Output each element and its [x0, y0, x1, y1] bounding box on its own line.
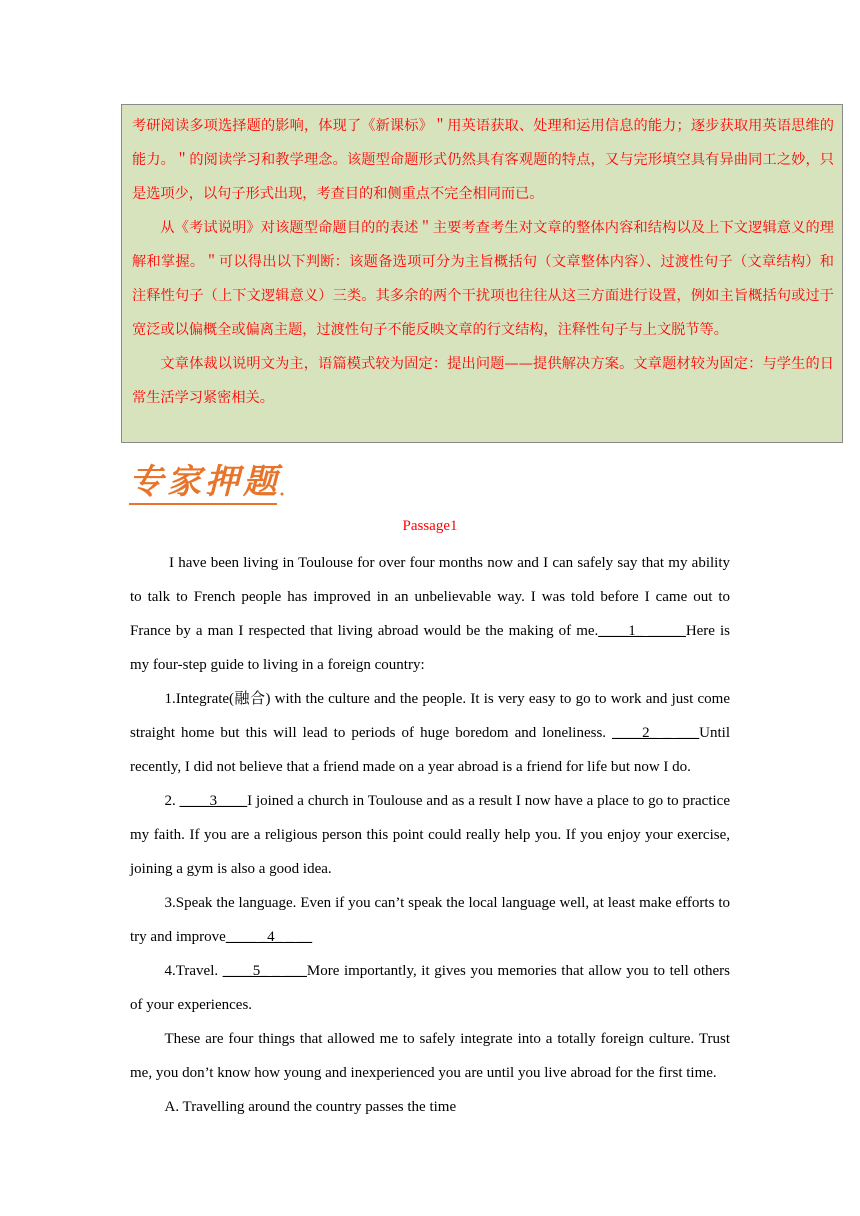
blank-5: ____5_ _ ___ — [222, 963, 307, 979]
passage-paragraph-6: These are four things that allowed me to safely integrate into a totally foreign culture. Trust me, you don’t know how young and inexperienced you are until you live abroad for the first time. — [130, 1031, 730, 1081]
option-a: A. Travelling around the country passes the time — [164, 1099, 457, 1115]
passage-paragraph-2: 1.Integrate(融合) with the culture and the people. It is very easy to go to work and just come straight home but this will lead to periods of huge boredom and loneliness. ____2_ _ ___Until recently, I did not believe that a friend made on a year abroad is a friend for life but now I do. — [130, 691, 730, 775]
blank-1: ____1_ _____ — [598, 623, 686, 639]
blank-3: ____3____ — [179, 793, 248, 809]
passage-paragraph-5: 4.Travel. ____5_ _ ___More importantly, it gives you memories that allow you to tell others of your experiences. — [130, 963, 730, 1013]
intro-paragraph-3: 文章体裁以说明文为主，语篇模式较为固定：提出问题——提供解决方案。文章题材较为固定：与学生的日常生活学习紧密相关。 — [132, 356, 834, 406]
intro-box — [121, 104, 843, 443]
blank-4: ____ _4_ _ __ — [225, 929, 313, 945]
svg-text:专家押题: 专家押题 — [129, 462, 281, 502]
passage-paragraph-4: 3.Speak the language. Even if you can’t speak the local language well, at least make efforts to try and improve____ _4_ _ __ — [130, 895, 730, 945]
passage-paragraph-1: I have been living in Toulouse for over four months now and I can safely say that my ability to talk to French people has improved in an unbelievable way. I was told before I came out to France by a man I respected that living abroad would be the making of me.____1_ _____Here is my four-step guide to living in a foreign country: — [130, 555, 730, 673]
passage-paragraph-3: 2. ____3____I joined a church in Toulouse and as a result I now have a place to go to practice my faith. If you are a religious person this point could really help you. If you enjoy your exercise, joining a gym is also a good idea. — [130, 793, 730, 877]
blank-2: ____2_ _ ___ — [612, 725, 700, 741]
passage-body — [130, 546, 730, 1124]
intro-paragraph-2: 从《考试说明》对该题型命题目的的表述＂主要考查考生对文章的整体内容和结构以及上下文逻辑意义的理解和掌握。＂可以得出以下判断：该题备选项可分为主旨概括句（文章整体内容）、过渡性句子（文章结构）和注释性句子（上下文逻辑意义）三类。其多余的两个干扰项也往往从这三方面进行设置，例如主旨概括句或过于宽泛或以偏概全或偏离主题，过渡性句子不能反映文章的行文结构，注释性句子与上文脱节等。 — [132, 220, 834, 338]
expert-prediction-banner — [127, 461, 287, 507]
intro-paragraph-1: 考研阅读多项选择题的影响，体现了《新课标》＂用英语获取、处理和运用信息的能力；逐步获取用英语思维的能力。＂的阅读学习和教学理念。该题型命题形式仍然具有客观题的特点，又与完形填空具有异曲同工之妙，只是选项少，以句子形式出现，考查目的和侧重点不完全相同而已。 — [132, 118, 834, 202]
passage-title: Passage1 — [402, 518, 458, 534]
